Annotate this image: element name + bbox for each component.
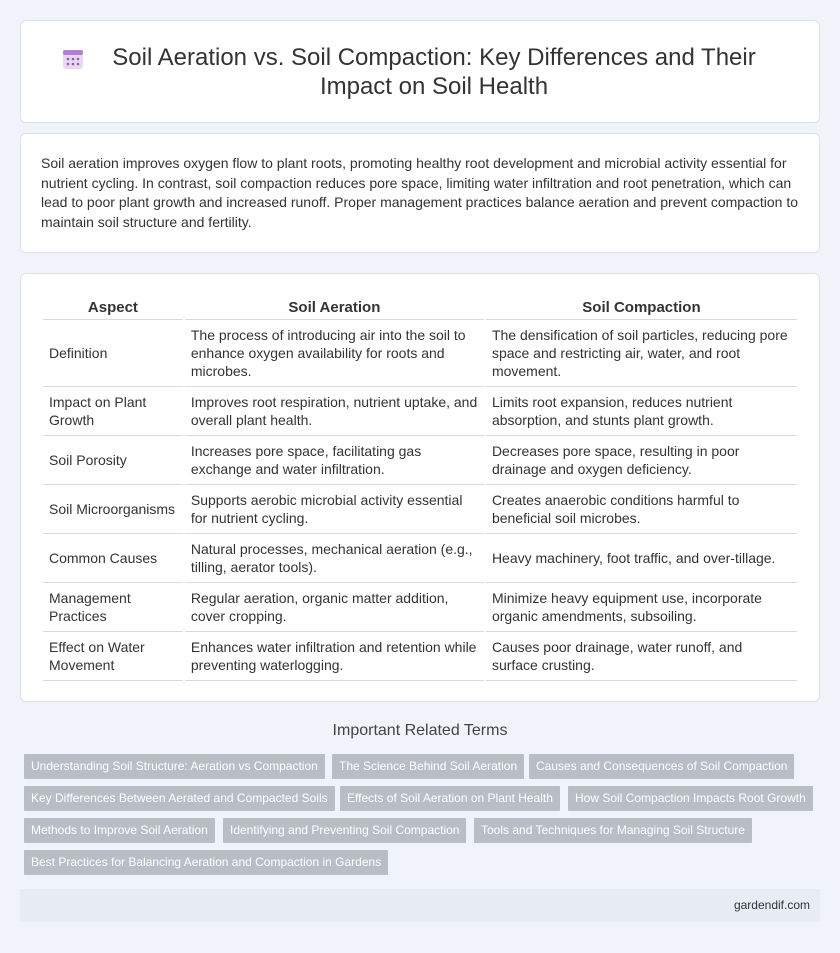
row-aeration: Enhances water infiltration and retention while preventing waterlogging. (185, 632, 484, 681)
row-aspect: Definition (43, 320, 183, 387)
footer (20, 889, 820, 922)
related-term-tag[interactable]: Tools and Techniques for Managing Soil Structure (474, 818, 752, 843)
intro-card (20, 133, 820, 253)
row-aspect: Effect on Water Movement (43, 632, 183, 681)
related-term-tag[interactable]: Key Differences Between Aerated and Compacted Soils (24, 786, 335, 811)
row-aspect: Common Causes (43, 534, 183, 583)
row-aeration: Regular aeration, organic matter addition, cover cropping. (185, 583, 484, 632)
row-aeration: Improves root respiration, nutrient uptake, and overall plant health. (185, 387, 484, 436)
row-aspect: Soil Microorganisms (43, 485, 183, 534)
table-row (43, 485, 797, 534)
table-header-row (43, 296, 797, 320)
title-card (20, 20, 820, 123)
related-term-tag[interactable]: The Science Behind Soil Aeration (332, 754, 524, 779)
row-compaction: Limits root expansion, reduces nutrient absorption, and stunts plant growth. (486, 387, 797, 436)
related-terms-title: Important Related Terms (332, 722, 508, 739)
row-aspect: Soil Porosity (43, 436, 183, 485)
column-header-soil-compaction: Soil Compaction (486, 296, 797, 320)
column-header-aspect: Aspect (43, 296, 183, 320)
row-aeration: Supports aerobic microbial activity essential for nutrient cycling. (185, 485, 484, 534)
related-term-tag[interactable]: Identifying and Preventing Soil Compaction (223, 818, 466, 843)
row-compaction: Heavy machinery, foot traffic, and over-tillage. (486, 534, 797, 583)
footer-site-name[interactable]: gardendif.com (733, 898, 810, 912)
comparison-table (41, 296, 799, 681)
row-compaction: Minimize heavy equipment use, incorporate organic amendments, subsoiling. (486, 583, 797, 632)
row-compaction: Creates anaerobic conditions harmful to beneficial soil microbes. (486, 485, 797, 534)
page-title: Soil Aeration vs. Soil Compaction: Key Differences and Their Impact on Soil Health (112, 44, 756, 100)
row-aspect: Impact on Plant Growth (43, 387, 183, 436)
table-row (43, 534, 797, 583)
table-row (43, 632, 797, 681)
row-aspect: Management Practices (43, 583, 183, 632)
related-term-tag[interactable]: How Soil Compaction Impacts Root Growth (568, 786, 813, 811)
table-row (43, 387, 797, 436)
intro-paragraph: Soil aeration improves oxygen flow to plant roots, promoting healthy root development and microbial activity essential for nutrient cycling. In contrast, soil compaction reduces pore space, limiting water infiltration and root penetration, which can lead to poor plant growth and increased runoff. Proper management practices balance aeration and prevent compaction to maintain soil structure and fertility. (41, 155, 798, 230)
row-compaction: Causes poor drainage, water runoff, and surface crusting. (486, 632, 797, 681)
related-term-tag[interactable]: Best Practices for Balancing Aeration and Compaction in Gardens (24, 850, 388, 875)
row-compaction: The densification of soil particles, reducing pore space and restricting air, water, and root movement. (486, 320, 797, 387)
row-aeration: Increases pore space, facilitating gas exchange and water infiltration. (185, 436, 484, 485)
related-term-tag[interactable]: Causes and Consequences of Soil Compaction (529, 754, 794, 779)
row-aeration: Natural processes, mechanical aeration (e.g., tilling, aerator tools). (185, 534, 484, 583)
related-term-tag[interactable]: Methods to Improve Soil Aeration (24, 818, 215, 843)
column-header-soil-aeration: Soil Aeration (185, 296, 484, 320)
row-compaction: Decreases pore space, resulting in poor drainage and oxygen deficiency. (486, 436, 797, 485)
comparison-table-card (20, 273, 820, 702)
row-aeration: The process of introducing air into the soil to enhance oxygen availability for roots and microbes. (185, 320, 484, 387)
table-row (43, 583, 797, 632)
related-term-tag[interactable]: Understanding Soil Structure: Aeration vs Compaction (24, 754, 325, 779)
table-row (43, 320, 797, 387)
table-row (43, 436, 797, 485)
related-term-tag[interactable]: Effects of Soil Aeration on Plant Health (340, 786, 560, 811)
